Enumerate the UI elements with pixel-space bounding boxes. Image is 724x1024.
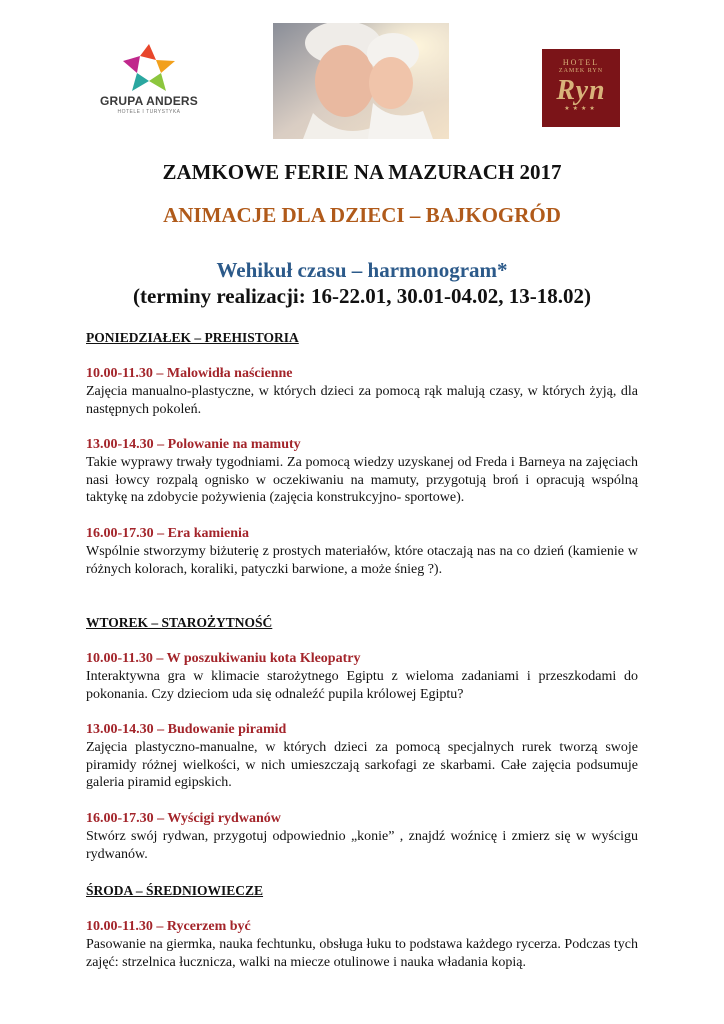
activity-title: 13.00-14.30 – Polowanie na mamuty bbox=[86, 437, 301, 452]
hotel-logo-stars-icon: ★★★★ bbox=[564, 106, 598, 112]
day-heading-wednesday: ŚRODA – ŚREDNIOWIECZE bbox=[86, 883, 264, 898]
hotel-logo-line1: HOTEL bbox=[562, 58, 600, 67]
page-subtitle: ANIMACJE DLA DZIECI – BAJKOGRÓD bbox=[163, 203, 561, 227]
hotel-logo-line2: ZAMEK RYN bbox=[558, 68, 604, 74]
activity-title: 10.00-11.30 – W poszukiwaniu kota Kleopatry bbox=[86, 651, 361, 666]
grupa-anders-logo bbox=[100, 42, 198, 130]
activity-description: Wspólnie stworzymy biżuterię z prostych materiałów, które otaczają nas na co dzień (kamienie w różnych kolorach, koraliki, patyczki barwione, a może śnieg ?). bbox=[86, 544, 638, 577]
day-heading-tuesday: WTOREK – STAROŻYTNOŚĆ bbox=[86, 615, 273, 630]
schedule-dates: (terminy realizacji: 16-22.01, 30.01-04.02, 13-18.02) bbox=[132, 284, 591, 308]
schedule-title: Wehikuł czasu – harmonogram* bbox=[216, 258, 508, 282]
brand-name: GRUPA ANDERS bbox=[100, 94, 198, 108]
page-title: ZAMKOWE FERIE NA MAZURACH 2017 bbox=[162, 160, 562, 184]
header-photo bbox=[273, 23, 449, 139]
activity-title: 16.00-17.30 – Wyścigi rydwanów bbox=[86, 811, 281, 826]
activity-description: Zajęcia plastyczno-manualne, w których dzieci za pomocą specjalnych rurek tworzą swoje piramidy różnej wielkości, w nich umieszczają sarkofagi ze skarbami. Całe zajęcia podsumuje galeria piramid egipskich. bbox=[86, 740, 638, 790]
activity-description: Stwórz swój rydwan, przygotuj odpowiednio „konie” , znajdź woźnicę i zmierz się w wyścigu rydwanów. bbox=[86, 829, 638, 862]
activity-title: 13.00-14.30 – Budowanie piramid bbox=[86, 722, 287, 737]
star-logo-icon bbox=[120, 42, 178, 92]
day-heading-monday: PONIEDZIAŁEK – PREHISTORIA bbox=[86, 330, 299, 345]
brand-tagline: HOTELE I TURYSTYKA bbox=[117, 109, 181, 115]
hotel-zamek-ryn-logo bbox=[542, 49, 620, 127]
activity-description: Takie wyprawy trwały tygodniami. Za pomocą wiedzy uzyskanej od Freda i Barneya na zajęciach nasi łowcy rozpalą ognisko w oczekiwaniu na mamuty, przygotują broń i opracują wspólną taktykę na zdobycie pożywienia (zajęcia konstrukcyjno- sportowe). bbox=[86, 455, 638, 505]
activity-description: Pasowanie na giermka, nauka fechtunku, obsługa łuku to podstawa każdego rycerza. Podczas tych zajęć: strzelnica łucznicza, walki na miecze otulinowe i nauka władania kopią. bbox=[86, 937, 638, 970]
activity-title: 16.00-17.30 – Era kamienia bbox=[86, 526, 249, 541]
activity-description: Zajęcia manualno-plastyczne, w których dzieci za pomocą rąk malują czasy, w których żyją, dla następnych pokoleń. bbox=[86, 384, 638, 417]
hotel-logo-line3: Ryn bbox=[556, 75, 606, 106]
activity-title: 10.00-11.30 – Rycerzem być bbox=[86, 919, 251, 934]
activity-description: Interaktywna gra w klimacie starożytnego Egiptu z wieloma zadaniami i przeszkodami do pokonania. Czy dzieciom uda się odnaleźć pupila królowej Egiptu? bbox=[86, 669, 638, 702]
activity-title: 10.00-11.30 – Malowidła naścienne bbox=[86, 366, 293, 381]
